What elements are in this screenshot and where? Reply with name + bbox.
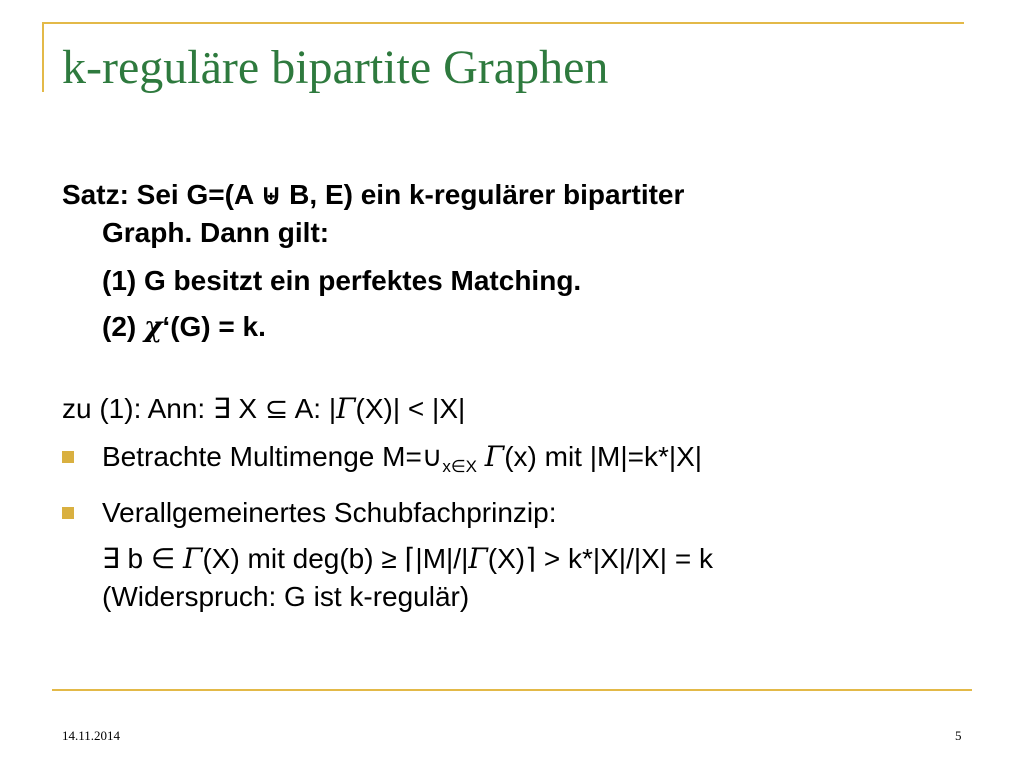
- proof-intro: [62, 392, 962, 426]
- theorem-item-2-prefix: (2): [102, 311, 144, 342]
- theorem-item-2-suffix: ‘(G) = k.: [162, 311, 266, 342]
- gamma-symbol: Γ: [183, 542, 203, 575]
- proof-line-3-b: (X) mit deg(b) ≥ ⌈|M|/|: [202, 543, 469, 574]
- proof-line-3: [62, 542, 962, 576]
- gamma-symbol: Γ: [336, 392, 356, 425]
- chi-symbol: χ: [144, 310, 163, 343]
- proof-line-3-c: (X)⌉ > k*|X|/|X| = k: [487, 543, 713, 574]
- proof-line-3-a: ∃ b ∈: [102, 543, 183, 574]
- theorem-line-2: Graph. Dann gilt:: [102, 217, 330, 248]
- bullet-item-1: [62, 440, 962, 484]
- bullet-1-suffix: (x) mit |M|=k*|X|: [504, 441, 703, 472]
- bullet-1-prefix: Betrachte Multimenge M=∪: [102, 441, 443, 472]
- theorem-line-1: Satz: Sei G=(A ⊎ B, E) ein k-regulärer bipartiter: [62, 179, 685, 210]
- proof-intro-prefix: zu (1): Ann: ∃ X ⊆ A: |: [62, 393, 337, 424]
- slide-title: k-reguläre bipartite Graphen: [62, 41, 609, 94]
- bullet-square-icon: [62, 451, 74, 463]
- page-number: 5: [955, 728, 962, 743]
- theorem-item-2: [62, 310, 962, 344]
- proof-line-4: (Widerspruch: G ist k-regulär): [102, 581, 470, 612]
- bullet-2-text: Verallgemeinertes Schubfachprinzip:: [102, 497, 557, 528]
- slide-body: [62, 178, 962, 614]
- bullet-item-2: [62, 496, 962, 530]
- theorem-item-1: (1) G besitzt ein perfektes Matching.: [102, 265, 582, 296]
- footer-date: 14.11.2014: [62, 728, 121, 743]
- bullet-square-icon: [62, 507, 74, 519]
- footer-divider: [52, 689, 972, 691]
- proof-intro-suffix: (X)| < |X|: [355, 393, 466, 424]
- gamma-symbol: Γ: [484, 440, 505, 473]
- left-border-line: [42, 22, 44, 92]
- gamma-symbol: Γ: [468, 542, 488, 575]
- bullet-1-subscript: x∈X: [442, 457, 477, 476]
- top-border-line: [42, 22, 964, 24]
